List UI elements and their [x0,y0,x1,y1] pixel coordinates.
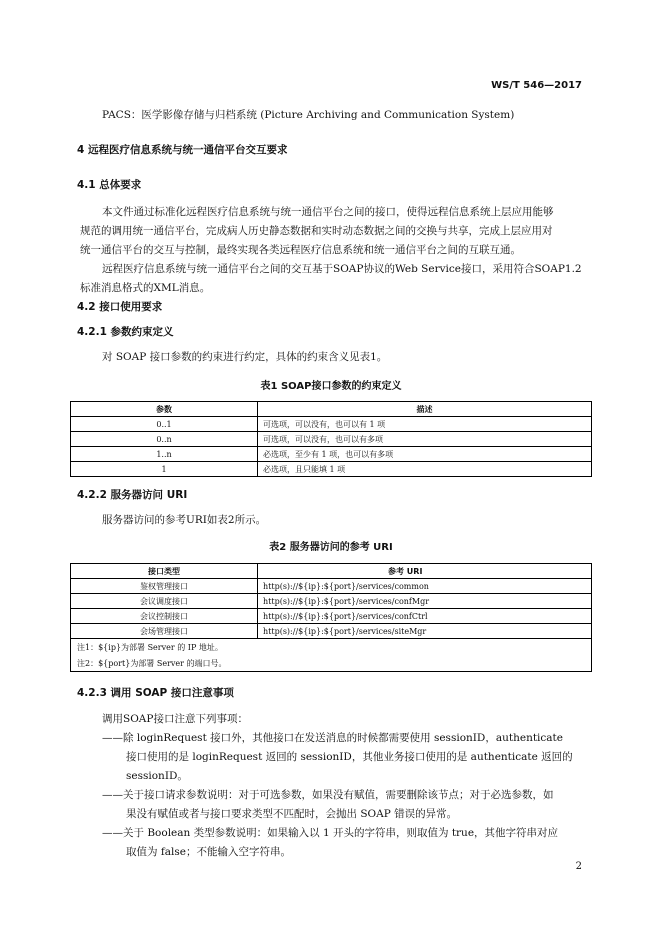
table1-cell-param: 0..n [71,432,258,447]
table2-cell-uri: http(s)://${ip}:${port}/services/confMgr [258,594,592,609]
table1-header-param: 参数 [71,402,258,417]
pacs-definition: PACS：医学影像存储与归档系统 (Picture Archiving and Communication System) [102,109,515,121]
table2-cell-uri: http(s)://${ip}:${port}/services/siteMgr [258,624,592,639]
table1-cell-param: 0..1 [71,417,258,432]
table2-caption: 表2 服务器访问的参考 URI [269,542,393,553]
standard-number: WS/T 546—2017 [491,80,582,91]
table2-header-uri: 参考 URI [258,564,592,579]
table1-cell-desc: 必选项，至少有 1 项，也可以有多项 [258,447,592,462]
table1-cell-desc: 必选项，且只能填 1 项 [258,462,592,477]
section-4-2-2-title: 4.2.2 服务器访问 URI [77,489,188,501]
bullet2-line2: 果没有赋值或者与接口要求类型不匹配时，会抛出 SOAP 错误的异常。 [126,808,458,820]
table2-note-2: 注2：${port}为部署 Server 的端口号。 [71,655,592,672]
bullet3-line2: 取值为 false；不能输入空字符串。 [126,846,291,858]
section-4-2-2-intro: 服务器访问的参考URI如表2所示。 [102,514,267,526]
table-row [71,417,592,432]
table-row [71,462,592,477]
para2-line1: 远程医疗信息系统与统一通信平台之间的交互基于SOAP协议的Web Service接口，采用符合SOAP1.2 [102,263,582,275]
table2-cell-uri: http(s)://${ip}:${port}/services/common [258,579,592,594]
table1-caption: 表1 SOAP接口参数的约束定义 [260,381,402,392]
table2-cell-type: 会议控制接口 [71,609,258,624]
section-4-title: 4 远程医疗信息系统与统一通信平台交互要求 [77,144,288,156]
table1-cell-param: 1..n [71,447,258,462]
para1-line2: 规范的调用统一通信平台，完成病人历史静态数据和实时动态数据之间的交换与共享，完成上层应用对 [80,225,553,237]
table2-note-row [71,639,592,656]
section-4-2-title: 4.2 接口使用要求 [77,301,163,313]
table1-cell-param: 1 [71,462,258,477]
table2 [70,563,592,672]
page-number: 2 [575,861,582,872]
table-row [71,609,592,624]
table2-cell-uri: http(s)://${ip}:${port}/services/confCtrl [258,609,592,624]
table-row [71,579,592,594]
table2-note-row [71,655,592,672]
table1-cell-desc: 可选项，可以没有，也可以有多项 [258,432,592,447]
table-row [71,432,592,447]
table2-cell-type: 会议调度接口 [71,594,258,609]
table1 [70,401,592,477]
bullet1-line2: 接口使用的是 loginRequest 返回的 sessionID，其他业务接口使用的是 authenticate 返回的 [126,751,573,763]
bullet3-line1: ——关于 Boolean 类型参数说明：如果输入以 1 开头的字符串，则取值为 true，其他字符串对应 [102,827,559,839]
bullet2-line1: ——关于接口请求参数说明：对于可选参数，如果没有赋值，需要删除该节点；对于必选参数，如 [102,789,554,801]
para2-line2: 标准消息格式的XML消息。 [80,282,211,294]
table-row [71,594,592,609]
table1-header-row [71,402,592,417]
para1-line3: 统一通信平台的交互与控制，最终实现各类远程医疗信息系统和统一通信平台之间的互联互通。 [80,244,521,256]
table2-header-type: 接口类型 [71,564,258,579]
section-4-1-title: 4.1 总体要求 [77,179,142,191]
table-row [71,624,592,639]
bullet1-line1: ——除 loginRequest 接口外，其他接口在发送消息的时候都需要使用 sessionID，authenticate [102,732,563,744]
section-4-2-1-title: 4.2.1 参数约束定义 [77,326,174,338]
table1-header-desc: 描述 [258,402,592,417]
table2-cell-type: 鉴权管理接口 [71,579,258,594]
table2-note-1: 注1：${ip}为部署 Server 的 IP 地址。 [71,639,592,656]
bullet1-line3: sessionID。 [126,770,188,782]
section-4-2-3-title: 4.2.3 调用 SOAP 接口注意事项 [77,687,234,699]
para1-line1: 本文件通过标准化远程医疗信息系统与统一通信平台之间的接口，使得远程信息系统上层应用能够 [102,206,554,218]
table2-cell-type: 会场管理接口 [71,624,258,639]
section-4-2-3-intro: 调用SOAP接口注意下列事项： [102,713,248,725]
table2-header-row [71,564,592,579]
table1-cell-desc: 可选项，可以没有，也可以有 1 项 [258,417,592,432]
section-4-2-1-intro: 对 SOAP 接口参数的约束进行约定，具体的约束含义见表1。 [102,351,388,363]
table-row [71,447,592,462]
